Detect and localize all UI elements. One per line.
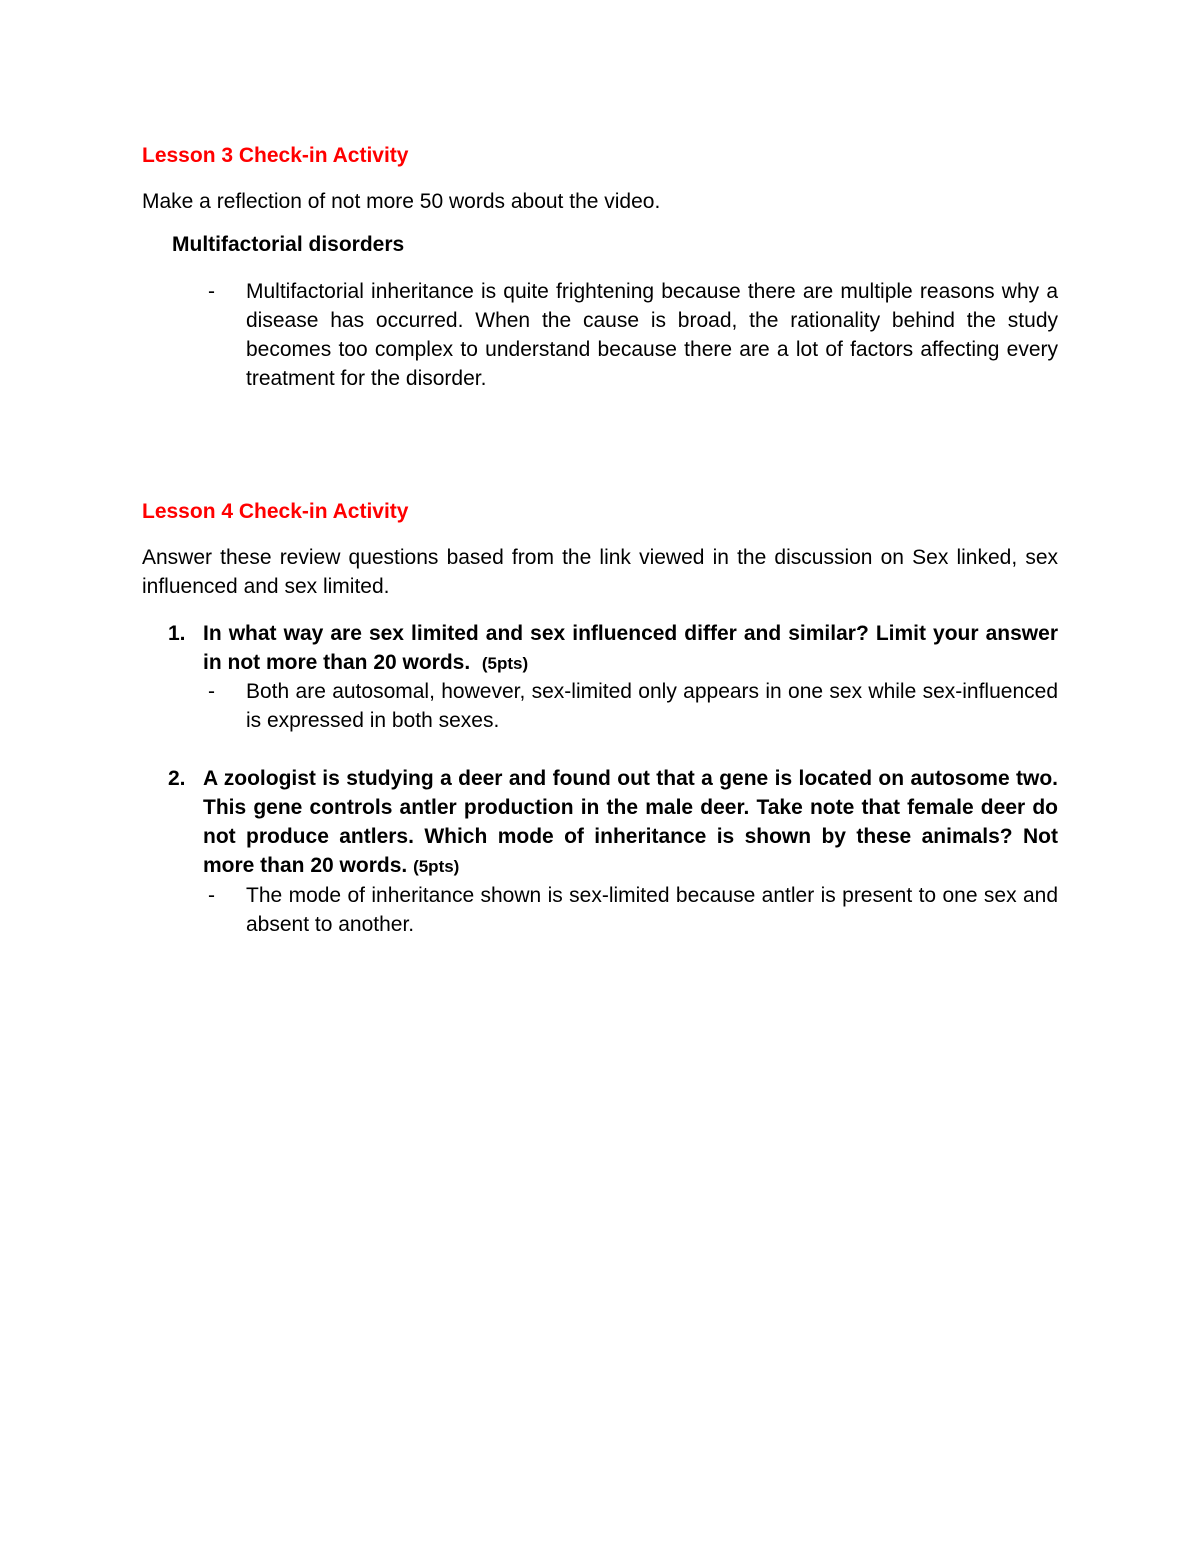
bullet-dash: - bbox=[208, 884, 215, 907]
question-text bbox=[203, 764, 1058, 881]
question-number: 1. bbox=[168, 622, 186, 645]
question-2-answer-text: The mode of inheritance shown is sex-limited because antler is present to one sex and absent to another. bbox=[246, 884, 1058, 936]
lesson4-instruction: Answer these review questions based from the link viewed in the discussion on Sex linked, sex influenced and sex limited. bbox=[142, 546, 1058, 598]
question-2-answer bbox=[208, 881, 1058, 939]
question-1-text: In what way are sex limited and sex influenced differ and similar? Limit your answer in not more than 20 words. bbox=[203, 622, 1058, 674]
question-2 bbox=[168, 764, 1058, 881]
bullet-dash: - bbox=[208, 280, 215, 303]
question-2-text: A zoologist is studying a deer and found out that a gene is located on autosome two. This gene controls antler production in the male deer. Take note that female deer do not produce antlers. Which mode of inheritance is shown by these animals? Not more than 20 words. bbox=[203, 767, 1058, 877]
lesson3-heading: Lesson 3 Check-in Activity bbox=[142, 144, 409, 167]
lesson4-heading: Lesson 4 Check-in Activity bbox=[142, 500, 409, 523]
question-number: 2. bbox=[168, 767, 186, 790]
question-points: (5pts) bbox=[481, 654, 529, 673]
question-text bbox=[203, 619, 1058, 678]
question-1-answer-text: Both are autosomal, however, sex-limited only appears in one sex while sex-influenced is expressed in both sexes. bbox=[246, 680, 1058, 732]
lesson3-answer-text: Multifactorial inheritance is quite frightening because there are multiple reasons why a disease has occurred. When the cause is broad, the rationality behind the study becomes too complex to understand because there are a lot of factors affecting every treatment for the disorder. bbox=[246, 280, 1058, 390]
question-1 bbox=[168, 619, 1058, 678]
question-points: (5pts) bbox=[413, 857, 460, 876]
bullet-dash: - bbox=[208, 680, 215, 703]
lesson3-answer bbox=[208, 277, 1058, 393]
lesson3-subheading: Multifactorial disorders bbox=[172, 233, 405, 256]
question-1-answer bbox=[208, 677, 1058, 735]
lesson3-instruction: Make a reflection of not more 50 words about the video. bbox=[142, 190, 661, 213]
